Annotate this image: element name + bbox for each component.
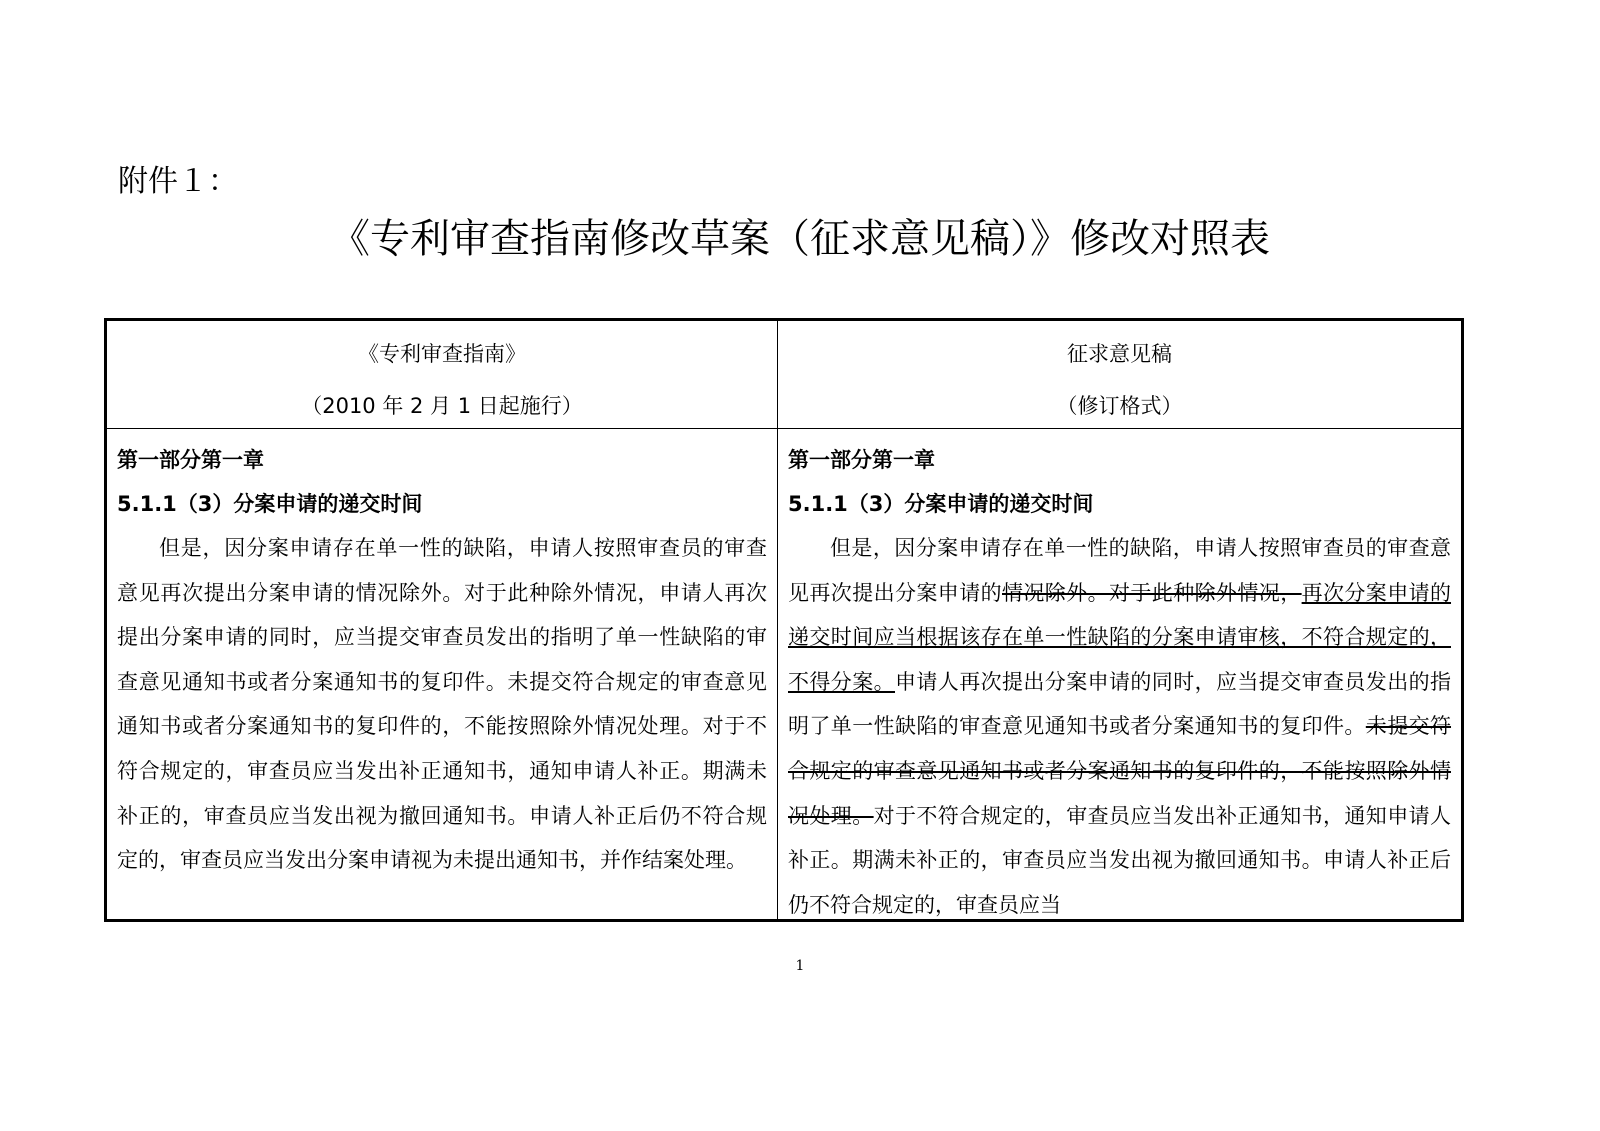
right-header-title: 征求意见稿 (1067, 342, 1172, 366)
left-section-heading: 5.1.1（3）分案申请的递交时间 (117, 492, 423, 516)
right-column-body (778, 429, 1461, 919)
attachment-label: 附件１： (118, 164, 238, 199)
left-header-subtitle: （2010 年 2 月 1 日起施行） (301, 394, 583, 418)
left-column-body (107, 429, 778, 919)
right-chapter-heading: 第一部分第一章 (788, 448, 935, 472)
right-text-unchanged-3: 对于不符合规定的，审查员应当发出补正通知书，通知申请人补正。期满未补正的，审查员应当发出视为撤回通知书。申请人补正后仍不符合规定的，审查员应当 (788, 803, 1452, 917)
left-paragraph: 但是，因分案申请存在单一性的缺陷，申请人按照审查员的审查意见再次提出分案申请的情况除外。对于此种除外情况，申请人再次提出分案申请的同时，应当提交审查员发出的指明了单一性缺陷的审查意见通知书或者分案通知书的复印件。未提交符合规定的审查意见通知书或者分案通知书的复印件的，不能按照除外情况处理。对于不符合规定的，审查员应当发出补正通知书，通知申请人补正。期满未补正的，审查员应当发出视为撤回通知书。申请人补正后仍不符合规定的，审查员应当发出分案申请视为未提出通知书，并作结案处理。 (117, 536, 767, 873)
right-paragraph (788, 526, 1451, 919)
right-section-heading: 5.1.1（3）分案申请的递交时间 (788, 492, 1094, 516)
right-header-subtitle: （修订格式） (1056, 394, 1183, 418)
page-number: 1 (795, 958, 805, 974)
right-text-unchanged-2: 申请人再次提出分案申请的同时，应当提交审查员发出的指明了单一性缺陷的审查意见通知书或者分案通知书的复印件。 (788, 669, 1451, 739)
comparison-table (104, 318, 1464, 922)
right-text-inserted-1: 再次分案申请的递交时间应当根据该存在单一性缺陷的分案申请审核，不符合规定的，不得分案。 (788, 580, 1452, 694)
left-header-title: 《专利审查指南》 (358, 342, 526, 366)
right-text-deleted-1: 情况除外。对于此种除外情况， (1002, 580, 1302, 605)
right-text-deleted-2: 未提交符合规定的审查意见通知书或者分案通知书的复印件的，不能按照除外情况处理。 (788, 714, 1452, 828)
left-chapter-heading: 第一部分第一章 (117, 448, 264, 472)
right-text-unchanged-1: 但是，因分案申请存在单一性的缺陷，申请人按照审查员的审查意见再次提出分案申请的 (788, 536, 1451, 605)
document-title: 《专利审查指南修改草案（征求意见稿）》修改对照表 (330, 216, 1270, 262)
left-column-header (107, 321, 778, 429)
right-column-header (778, 321, 1461, 429)
